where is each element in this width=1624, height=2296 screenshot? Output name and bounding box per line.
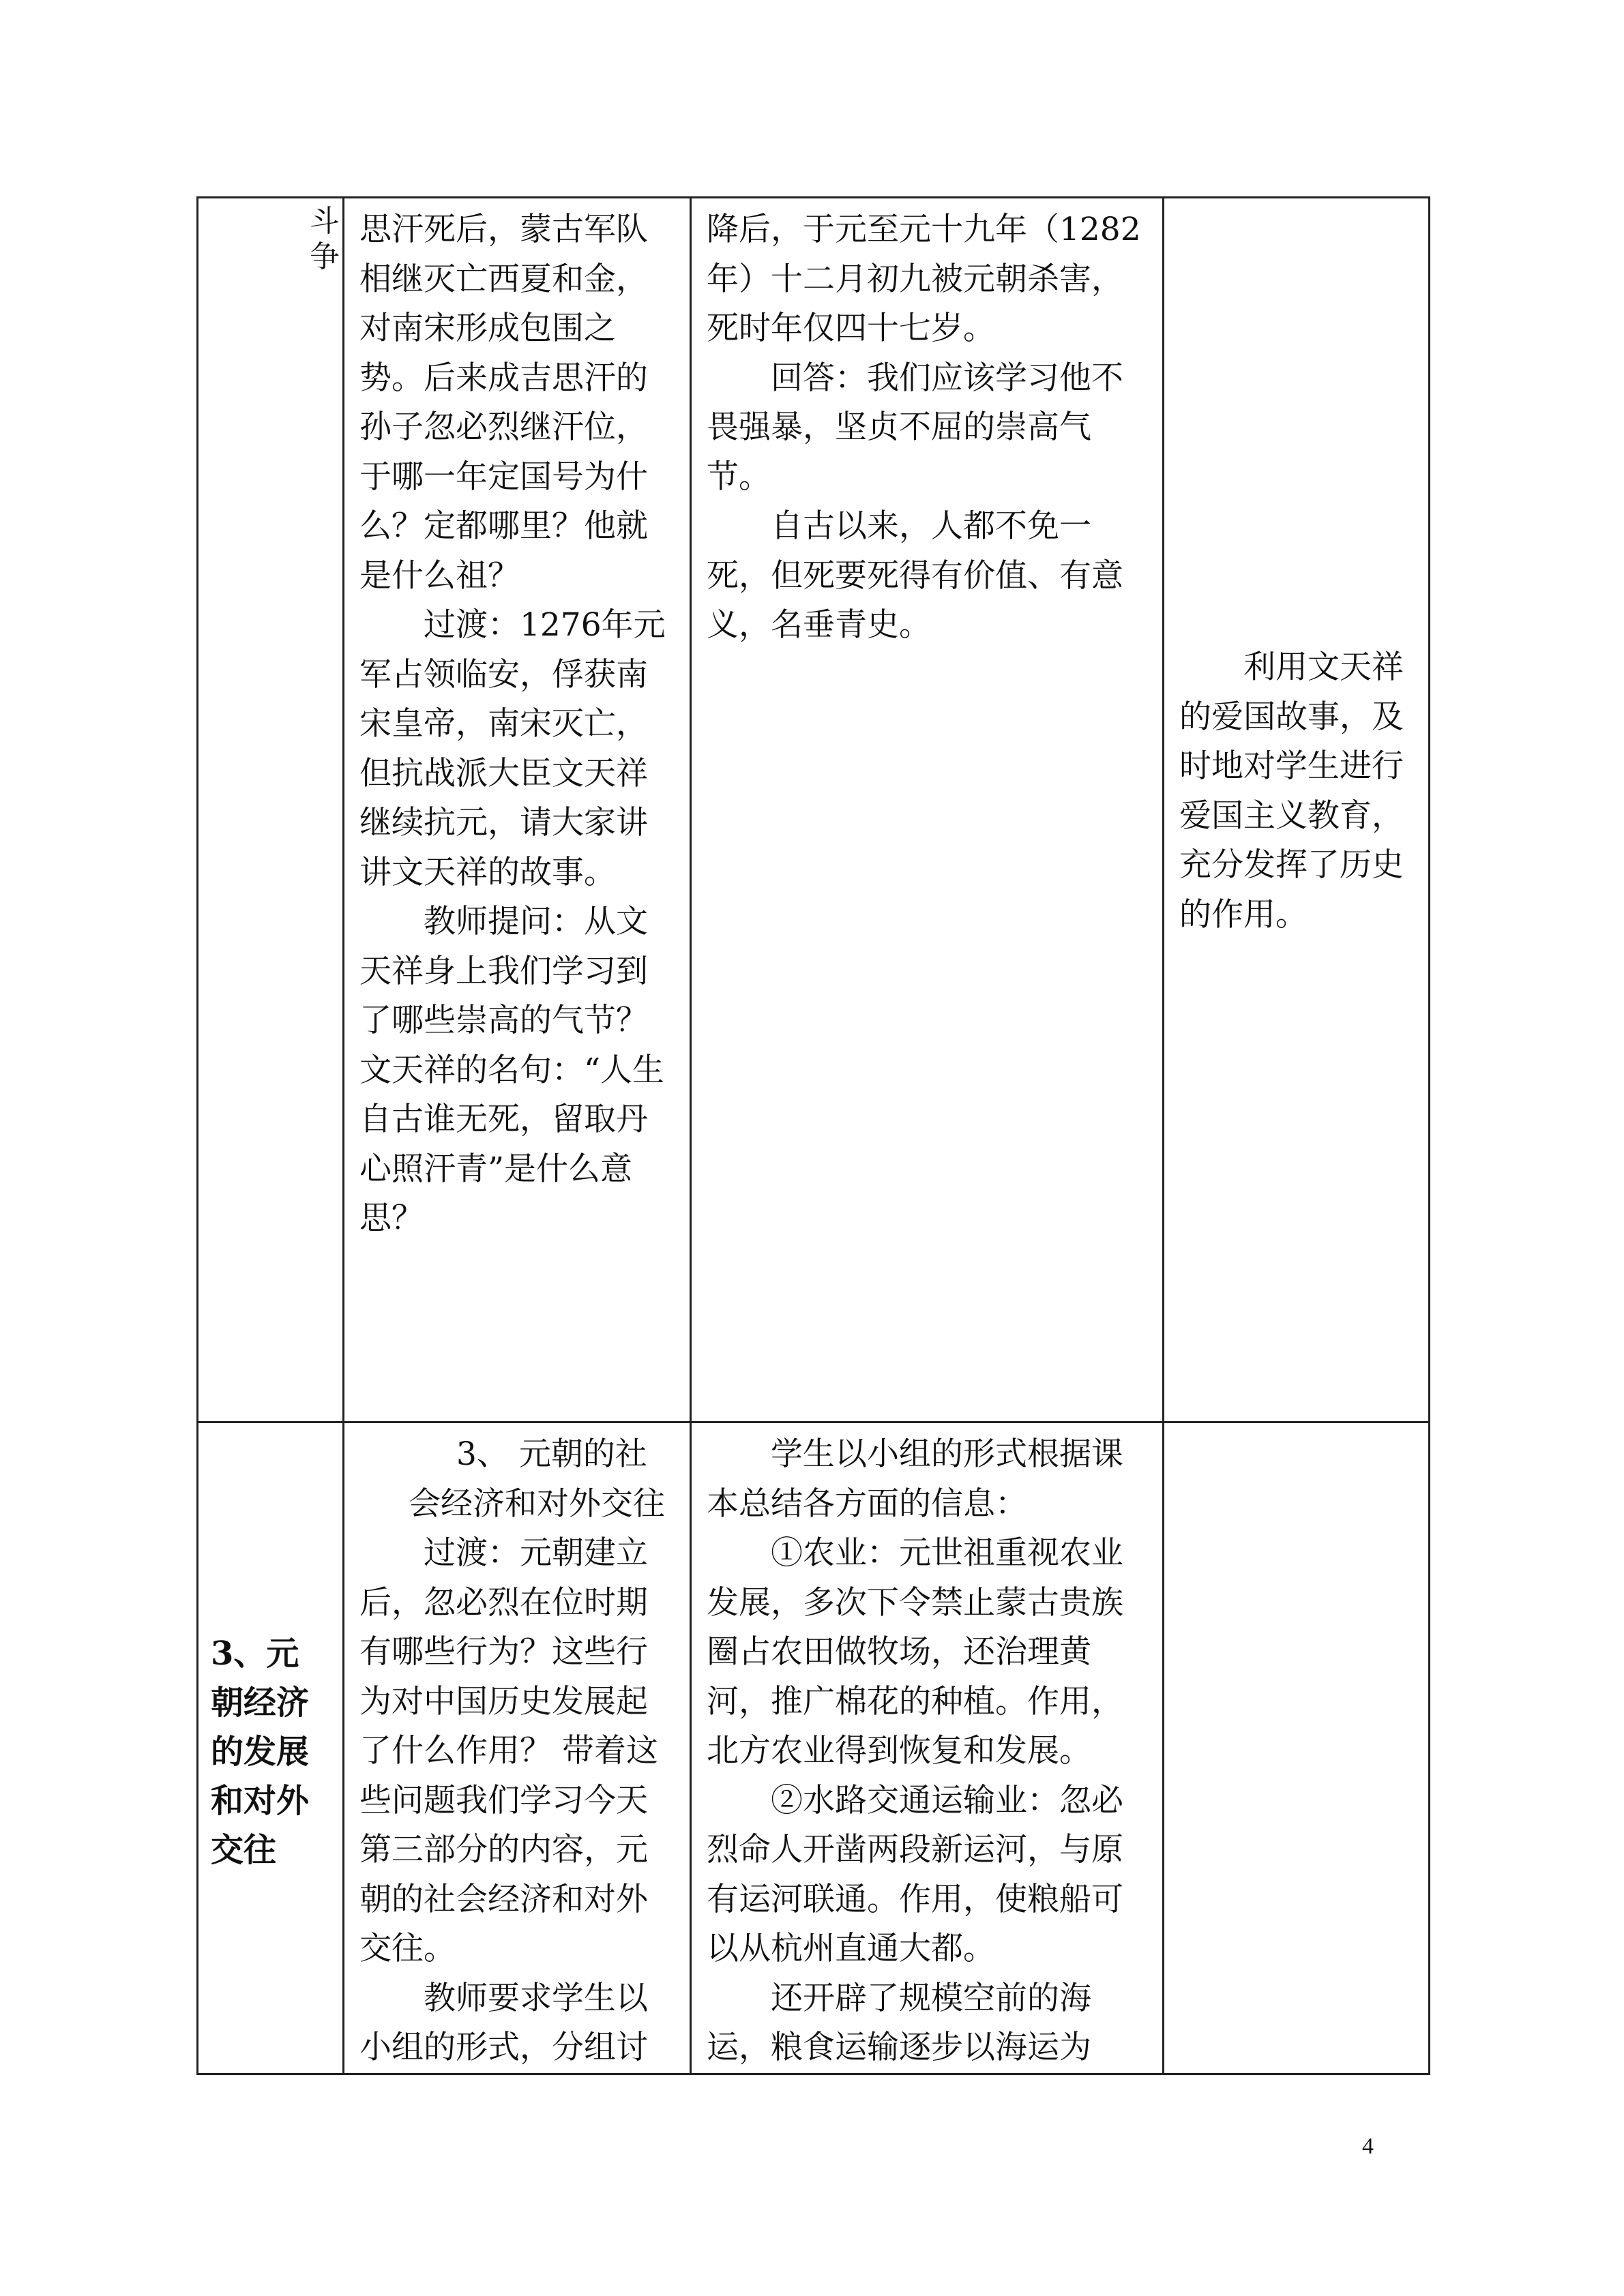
row1-design-intent-cell [1164,198,1430,1422]
student-paragraph: 自古以来，人都不免一死，但死要死得有价值、有意义，名垂青史。 [707,507,1123,644]
section-heading-line: 会经济和对外交往 [409,1485,665,1523]
student-paragraph: ②水路交通运输业：忽必烈命人开凿两段新运河，与原有运河联通。作用，使粮船可以从杭州直通大都。 [707,1781,1123,1967]
row1-stage-cell [198,198,344,1422]
section-heading-line: 3、 元朝的社 [456,1435,647,1473]
page-number: 4 [1362,2134,1374,2159]
teacher-paragraph: 思汗死后，蒙古军队相继灭亡西夏和金，对南宋形成包围之势。后来成吉思汗的孙子忽必烈继汗位，于哪一年定国号为什么？定都哪里？他就是什么祖？ [359,211,648,595]
student-paragraph: ①农业：元世祖重视农业发展，多次下令禁止蒙古贵族圈占农田做牧场，还治理黄河，推广棉花的种植。作用，北方农业得到恢复和发展。 [707,1534,1123,1770]
student-paragraph: 学生以小组的形式根据课本总结各方面的信息： [707,1435,1123,1523]
teacher-paragraph: 教师提问：从文天祥身上我们学习到了哪些崇高的气节？文天祥的名句：“人生自古谁无死，留取丹心照汗青”是什么意思？ [359,903,665,1237]
student-paragraph: 降后，于元至元十九年（1282年）十二月初九被元朝杀害，死时年仅四十七岁。 [707,211,1141,347]
student-paragraph: 还开辟了规模空前的海运，粮食运输逐步以海运为 [707,1979,1091,2066]
row1-teacher-activity-cell [344,198,691,1422]
stage-label-char: 争 [310,239,340,274]
table-row [198,1422,1430,2074]
row2-stage-cell [198,1422,344,2074]
table-row [198,198,1430,1422]
row2-design-intent-cell [1164,1422,1430,2074]
row2-teacher-activity-cell [344,1422,691,2074]
row1-student-activity-cell [691,198,1164,1422]
stage-label-vertical [307,198,342,275]
stage-label-char: 斗 [310,204,340,239]
lesson-plan-table [196,196,1430,2075]
section-title: 3、元朝经济的发展和对外交往 [211,1635,310,1869]
design-intent-paragraph: 利用文天祥的爱国故事，及时地对学生进行爱国主义教育，充分发挥了历史的作用。 [1179,648,1404,934]
teacher-paragraph: 过渡：元朝建立后，忽必烈在位时期有哪些行为？这些行为对中国历史发展起了什么作用？ 带着这些问题我们学习今天第三部分的内容，元朝的社会经济和对外交往。 [359,1534,658,1967]
teacher-paragraph: 过渡：1276年元军占领临安，俘获南宋皇帝，南宋灭亡，但抗战派大臣文天祥继续抗元，请大家讲讲文天祥的故事。 [359,606,666,891]
teacher-paragraph: 教师要求学生以小组的形式，分组讨 [359,1979,648,2066]
student-paragraph: 回答：我们应该学习他不畏强暴，坚贞不屈的崇高气节。 [707,359,1123,496]
row2-student-activity-cell [691,1422,1164,2074]
